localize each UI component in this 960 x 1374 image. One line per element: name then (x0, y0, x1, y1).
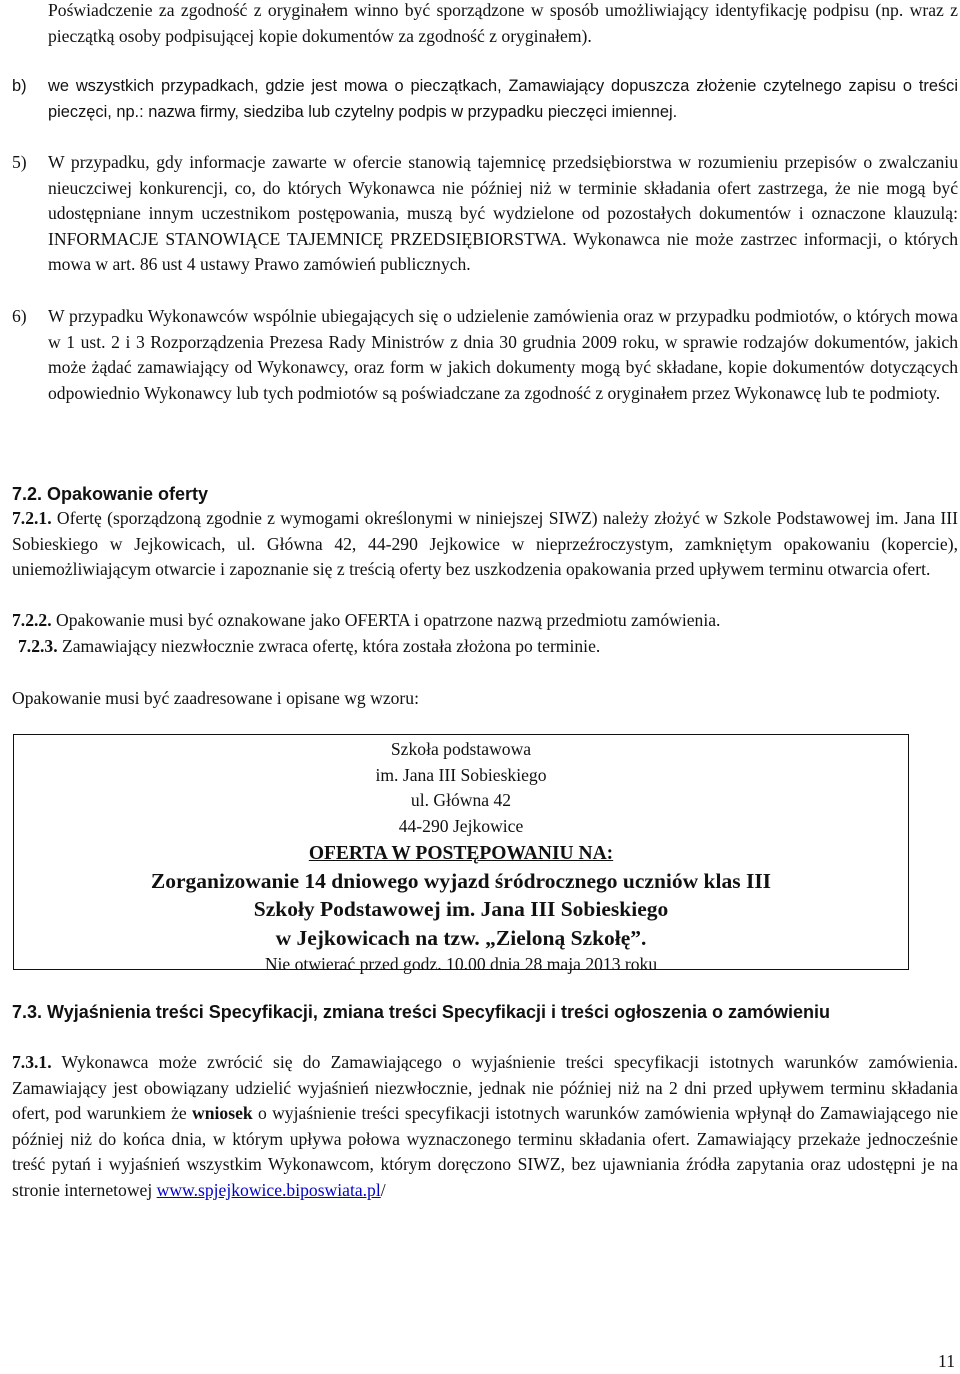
page-number: 11 (938, 1351, 955, 1371)
paragraph-text: Ofertę (sporządzoną zgodnie z wymogami określonymi w niniejszej SIWZ) należy złożyć w Szkole Podstawowej im. Jana III Sobieskiego w Jejkowicach, ul. Główna 42, 44-290 Jejkowice w nieprzeźroczystym, zamkniętym opakowaniu (kopercie), uniemożliwiającym otwarcie i zapoznanie się z treścią oferty bez uszkodzenia opakowania przed upływem terminu otwarcia ofert. (12, 508, 958, 580)
section-heading-7-2: 7.2. Opakowanie oferty (12, 484, 209, 504)
paragraph-number: 7.2.3. (18, 636, 58, 656)
paragraph-7-3-1 (12, 1050, 958, 1204)
envelope-template-box (13, 734, 909, 975)
list-item-5 (12, 150, 958, 278)
bold-word: wniosek (192, 1103, 253, 1124)
paragraph-number: 7.3.1. (12, 1052, 52, 1072)
list-marker-5: 5) (12, 152, 27, 172)
paragraph-7-2-1 (12, 506, 958, 583)
paragraph-text: Zamawiający niezwłocznie zwraca ofertę, która została złożona po terminie. (57, 636, 601, 656)
box-school-name: Szkoła podstawowa (390, 739, 532, 759)
paragraph-7-2-2 (12, 608, 958, 634)
paragraph-text: Opakowanie musi być oznakowane jako OFERTA i opatrzone nazwą przedmiotu zamówienia. (51, 610, 721, 630)
bip-link[interactable]: www.spjejkowice.biposwiata.pl (156, 1179, 381, 1200)
list-item-b (12, 74, 958, 125)
paragraph-text: Wykonawca może zwrócić się do Zamawiającego o wyjaśnienie treści specyfikacji istotnych warunków zamówienia. Zamawiający jest obowiązany udzielić wyjaśnień niezwłocznie, jednak nie później niż na 2 dni przed upływem terminu składania ofert, pod warunkiem że (12, 1052, 958, 1124)
link-suffix: / (380, 1179, 386, 1200)
paragraph-number: 7.2.1. (12, 508, 52, 528)
paragraph-certification: Poświadczenie za zgodność z oryginałem winno być sporządzone w sposób umożliwiający identyfikację podpisu (np. wraz z pieczątką osoby podpisującej kopie dokumentów za zgodność z oryginałem). (48, 0, 958, 46)
list-text-5: W przypadku, gdy informacje zawarte w ofercie stanowią tajemnicę przedsiębiorstwa w rozumieniu przepisów o zwalczaniu nieuczciwej konkurencji, co, do których Wykonawca nie później niż w terminie składania ofert zastrzega, że nie mogą być udostępniane innym uczestnikom postępowania, muszą być wydzielone od pozostałych dokumentów i oznaczone klauzulą: INFORMACJE STANOWIĄCE TAJEMNICĘ PRZEDSIĘBIORSTWA. Wykonawca nie może zastrzec informacji, o których mowa w art. 86 ust 4 ustawy Prawo zamówień publicznych. (48, 152, 958, 275)
list-marker-b: b) (12, 77, 27, 95)
box-title-line-3: w Jejkowicach na tzw. „Zieloną Szkołę”. (275, 925, 647, 950)
box-title-line-1: Zorganizowanie 14 dniowego wyjazd śródrocznego uczniów klas III (150, 868, 772, 893)
list-item-6 (12, 304, 958, 406)
box-title-line-2: Szkoły Podstawowej im. Jana III Sobieskiego (253, 897, 669, 922)
paragraph-number: 7.2.2. (12, 610, 52, 630)
section-heading-7-3: 7.3. Wyjaśnienia treści Specyfikacji, zmiana treści Specyfikacji i treści ogłoszenia o zamówieniu (12, 1002, 831, 1022)
address-intro: Opakowanie musi być zaadresowane i opisane wg wzoru: (12, 688, 419, 708)
box-offer-label: OFERTA W POSTĘPOWANIU NA: (308, 842, 614, 864)
box-do-not-open: Nie otwierać przed godz. 10.00 dnia 28 maja 2013 roku (264, 954, 658, 975)
box-postal-city: 44-290 Jejkowice (398, 816, 524, 837)
box-school-patron: im. Jana III Sobieskiego (375, 764, 547, 785)
list-text-6: W przypadku Wykonawców wspólnie ubiegających się o udzielenie zamówienia oraz w przypadku podmiotów, o których mowa w 1 ust. 2 i 3 Rozporządzenia Prezesa Rady Ministrów z dnia 30 grudnia 2009 roku, w sprawie rodzajów dokumentów, jakich może żądać zamawiający od Wykonawcy, oraz form w jakich dokumenty mogą być składane, kopie dokumentów dotyczących odpowiednio Wykonawcy lub tych podmiotów są poświadczane za zgodność z oryginałem przez Wykonawcę lub te podmioty. (48, 306, 958, 403)
box-street: ul. Główna 42 (410, 790, 512, 811)
list-marker-6: 6) (12, 306, 27, 326)
list-text-b: we wszystkich przypadkach, gdzie jest mowa o pieczątkach, Zamawiający dopuszcza złożenie czytelnego zapisu o treści pieczęci, np.: nazwa firmy, siedziba lub czytelny podpis w przypadku pieczęci imiennej. (48, 77, 958, 121)
paragraph-text: o wyjaśnienie treści specyfikacji istotnych warunków zamówienia wpłynął do Zamawiającego nie później niż do końca dnia, w którym upływa połowa wyznaczonego terminu składania ofert. Zamawiający przekaże jednocześnie treść pytań i wyjaśnień wszystkim Wykonawcom, którym doręczono SIWZ, bez ujawniania źródła zapytania oraz udostępni je na stronie internetowej (12, 1103, 959, 1200)
paragraph-7-2-3 (18, 634, 958, 660)
